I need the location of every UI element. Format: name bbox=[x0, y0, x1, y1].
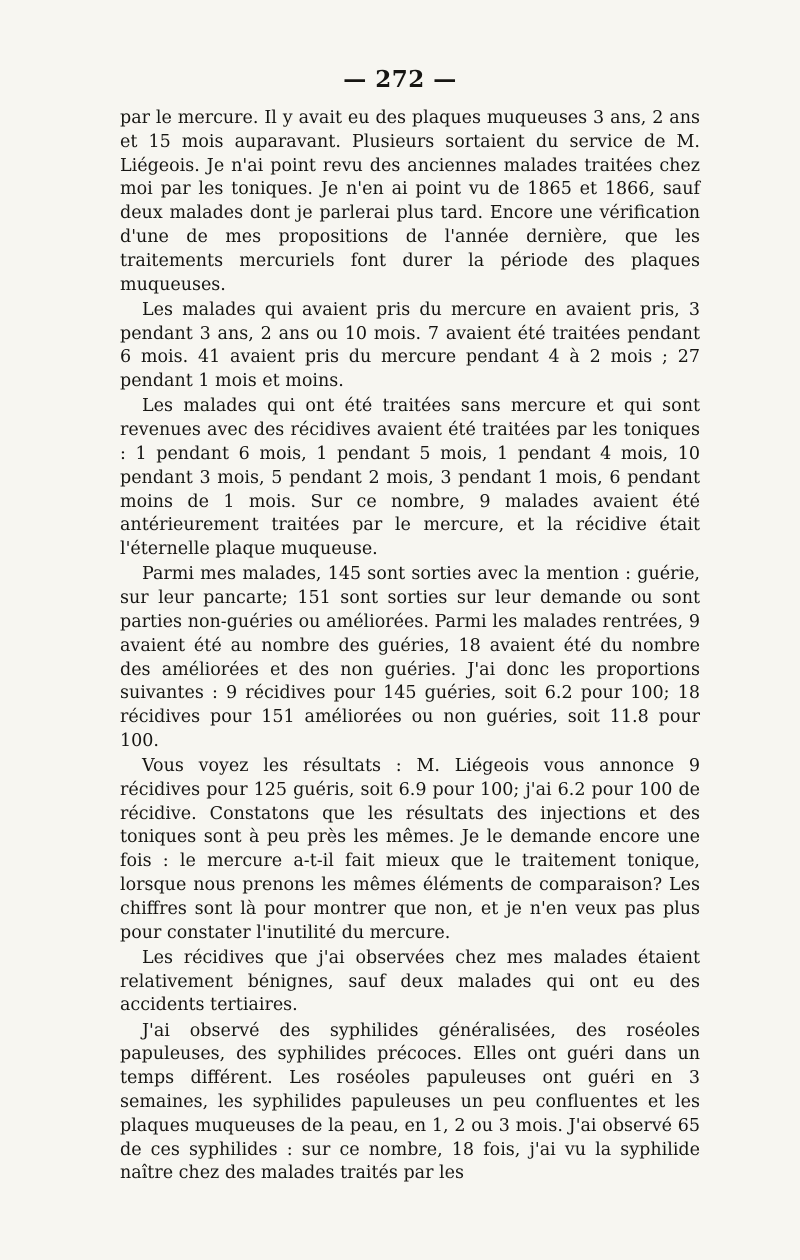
paragraph-benign-recurrences: Les récidives que j'ai observées chez mes malades étaient relativement bénignes, sauf deux malades qui ont eu des accidents tertiaires. bbox=[120, 947, 700, 1016]
page-number: — 272 — bbox=[343, 66, 457, 93]
paragraph-tonic-treatment: Les malades qui ont été traitées sans mercure et qui sont revenues avec des récidives avaient été traitées par les toniques : 1 pendant 6 mois, 1 pendant 5 mois, 1 pendant 4 mois, 10 pendant 3 mois, 5 pendant 2 mois, 3 pendant 1 mois, 6 pendant moins de 1 mois. Sur ce nombre, 9 malades avaient été antérieurement traitées par le mercure, et la récidive était l'éternelle plaque muqueuse. bbox=[120, 396, 700, 560]
paragraph-results-comparison: Vous voyez les résultats : M. Liégeois vous annonce 9 récidives pour 125 guéris, soit 6.9 pour 100; j'ai 6.2 pour 100 de récidive. Constatons que les résultats des injections et des toniques sont à peu près les mêmes. Je le demande encore une fois : le mercure a-t-il fait mieux que le traitement tonique, lorsque nous prenons les mêmes éléments de comparaison? Les chiffres sont là pour montrer que non, et je n'en veux pas plus pour constater l'inutilité du mercure. bbox=[120, 756, 700, 943]
paragraph-mercury-treatment: Les malades qui avaient pris du mercure en avaient pris, 3 pendant 3 ans, 2 ans ou 10 mois. 7 avaient été traitées pendant 6 mois. 41 avaient pris du mercure pendant 4 à 2 mois ; 27 pendant 1 mois et moins. bbox=[120, 299, 700, 392]
paragraph-1-continuation: par le mercure. Il y avait eu des plaques muqueuses 3 ans, 2 ans et 15 mois auparavant. Plusieurs sortaient du service de M. Liégeois. Je n'ai point revu des anciennes malades traitées chez moi par les toniques. Je n'en ai point vu de 1865 et 1866, sauf deux malades dont je parlerai plus tard. Encore une vérification d'une de mes propositions de l'année dernière, que les traitements mercuriels font durer la période des plaques muqueuses. bbox=[120, 108, 700, 295]
paragraph-recovery-proportions: Parmi mes malades, 145 sont sorties avec la mention : guérie, sur leur pancarte; 151 sont sorties sur leur demande ou sont parties non-guéries ou améliorées. Parmi les malades rentrées, 9 avaient été au nombre des guéries, 18 avaient été du nombre des améliorées et des non guéries. J'ai donc les proportions suivantes : 9 récidives pour 145 guéries, soit 6.2 pour 100; 18 récidives pour 151 améliorées ou non guéries, soit 11.8 pour 100. bbox=[120, 564, 700, 751]
paragraph-syphilides-observed: J'ai observé des syphilides généralisées, des roséoles papuleuses, des syphilides précoces. Elles ont guéri dans un temps différent. Les roséoles papuleuses ont guéri en 3 semaines, les syphilides papuleuses un peu confluentes et les plaques muqueuses de la peau, en 1, 2 ou 3 mois. J'ai observé 65 de ces syphilides : sur ce nombre, 18 fois, j'ai vu la syphilide naître chez des malades traités par les bbox=[120, 1020, 700, 1184]
body-text bbox=[120, 107, 700, 1188]
